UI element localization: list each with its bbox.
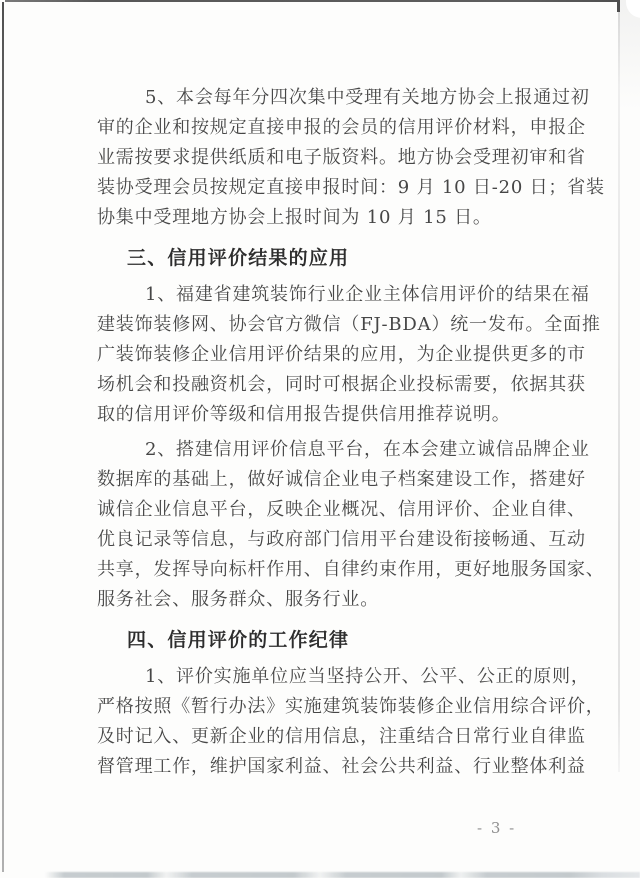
text-line: 诚信企业信息平台，反映企业概况、信用评价、企业自律、 — [97, 499, 586, 520]
text-line: 1、福建省建筑装饰行业企业主体信用评价的结果在福 — [145, 284, 590, 305]
text-line: 取的信用评价等级和信用报告提供信用推荐说明。 — [97, 404, 511, 425]
text-line: 数据库的基础上，做好诚信企业电子档案建设工作，搭建好 — [97, 469, 586, 490]
scan-right-edge-line-faint — [618, 12, 620, 772]
text-line: 5、本会每年分四次集中受理有关地方协会上报通过初 — [145, 87, 590, 108]
text-line: 优良记录等信息，与政府部门信用平台建设衔接畅通、互动 — [97, 529, 586, 550]
text-line: 协集中受理地方协会上报时间为 10 月 15 日。 — [97, 207, 492, 228]
text-line: 及时记入、更新企业的信用信息，注重结合日常行业自律监 — [97, 726, 586, 747]
section-heading-four: 四、信用评价的工作纪律 — [127, 629, 350, 651]
text-line: 广装饰装修企业信用评价结果的应用，为企业提供更多的市 — [97, 344, 586, 365]
text-line: 建装饰装修网、协会官方微信（FJ-BDA）统一发布。全面推 — [97, 314, 601, 335]
paragraph-item-5 — [97, 83, 605, 233]
scan-bottom-shadow — [0, 872, 640, 878]
text-line: 督管理工作，维护国家利益、社会公共利益、行业整体利益 — [97, 756, 586, 777]
text-line: 业需按要求提供纸质和电子版资料。地方协会受理初审和省 — [97, 147, 586, 168]
text-line: 服务社会、服务群众、服务行业。 — [97, 589, 379, 610]
document-body — [97, 83, 605, 782]
scan-right-edge-line-dark — [617, 0, 620, 12]
text-line: 2、搭建信用评价信息平台，在本会建立诚信品牌企业 — [145, 439, 590, 460]
text-line: 共享，发挥导向标杆作用、自律约束作用，更好地服务国家、 — [97, 559, 605, 580]
paragraph-item-1-application — [97, 280, 601, 430]
text-line: 严格按照《暂行办法》实施建筑装饰装修企业信用综合评价， — [97, 696, 605, 717]
section-heading-three: 三、信用评价结果的应用 — [127, 247, 350, 269]
text-line: 1、评价实施单位应当坚持公开、公平、公正的原则， — [145, 666, 590, 687]
paragraph-item-1-discipline — [97, 662, 605, 782]
text-line: 装协受理会员按规定直接申报时间：9 月 10 日-20 日；省装 — [97, 177, 605, 198]
text-line: 审的企业和按规定直接申报的会员的信用评价材料，申报企 — [97, 117, 586, 138]
scan-left-edge-line — [2, 2, 4, 872]
scan-top-edge-line — [5, 0, 617, 2]
paragraph-item-2-platform — [97, 435, 605, 615]
page-number: - 3 - — [477, 819, 517, 837]
text-line: 场机会和投融资机会，同时可根据企业投标需要，依据其获 — [97, 374, 586, 395]
